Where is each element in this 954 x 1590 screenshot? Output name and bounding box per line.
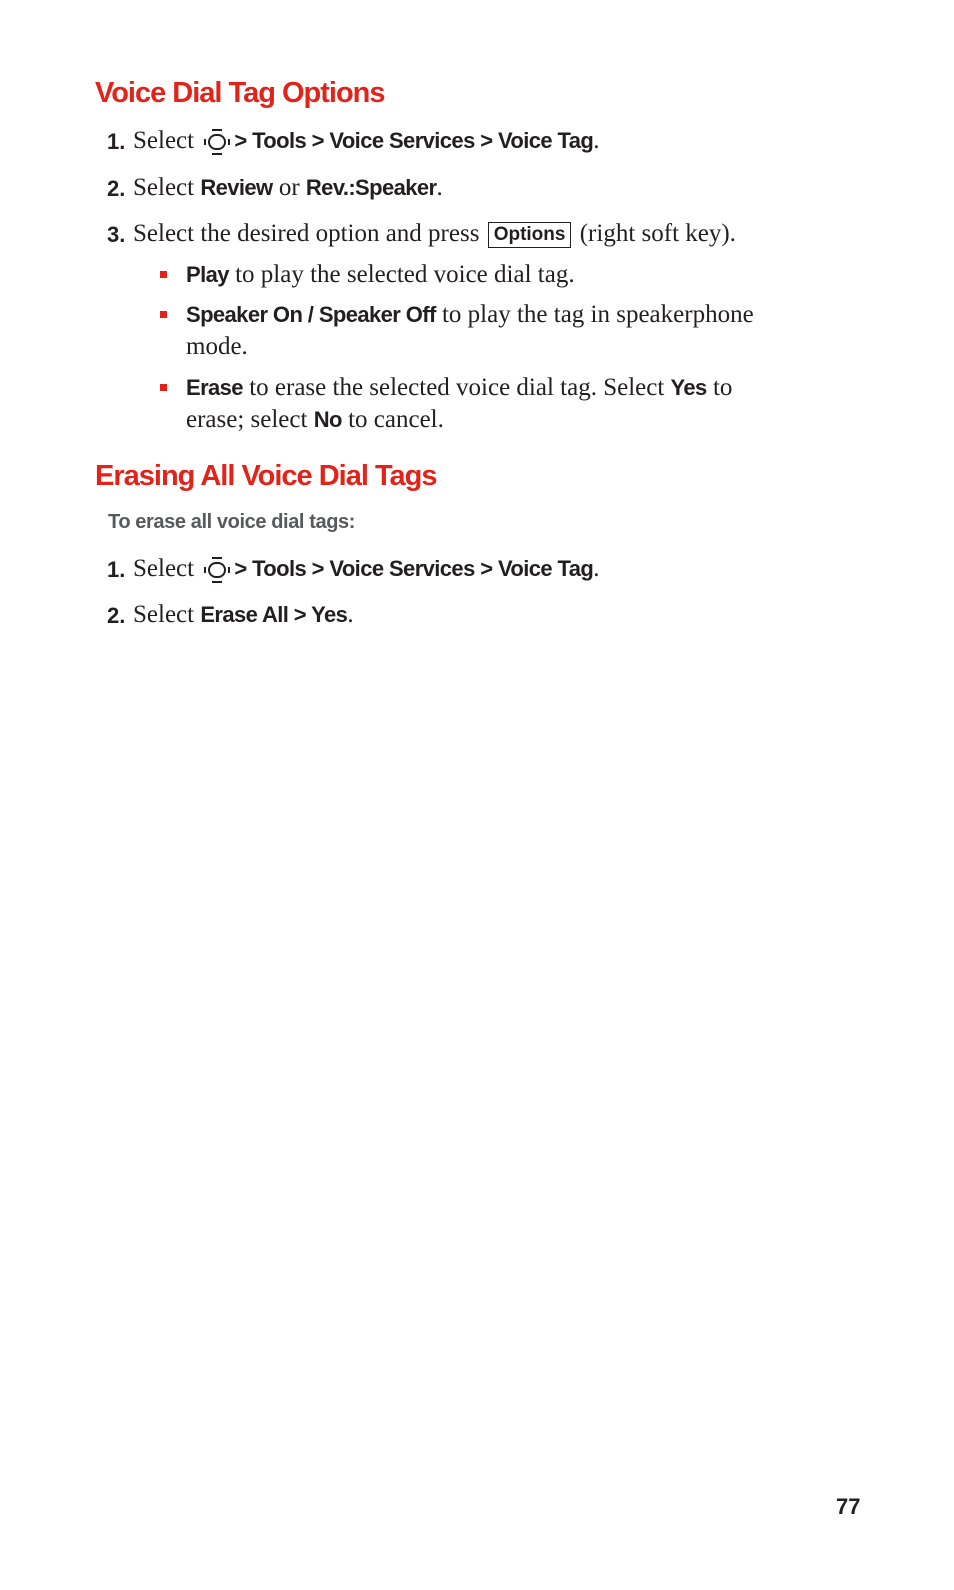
bullet-marker (160, 311, 167, 318)
bullet-description-end: to (712, 374, 733, 401)
step-text (133, 174, 443, 202)
bullet-description: to play the tag in speakerphone (441, 301, 754, 328)
step-text (133, 127, 599, 156)
step-number: 1. (107, 129, 126, 154)
bullet-description: to play the selected voice dial tag. (235, 261, 575, 288)
step-prefix: Select the desired option and press (133, 220, 480, 247)
bullet-term-yes: Yes (670, 375, 707, 400)
step-suffix: . (593, 127, 600, 154)
bullet-text-line2 (186, 406, 444, 434)
option-rev-speaker: Rev.:Speaker (305, 175, 437, 200)
section-heading-erasing-all-voice-dial-tags: Erasing All Voice Dial Tags (95, 460, 437, 492)
intro-text: To erase all voice dial tags: (108, 511, 356, 533)
menu-key-icon (202, 556, 232, 584)
step-text (133, 220, 736, 248)
bullet-term: Speaker On / Speaker Off (186, 302, 436, 327)
menu-path: > Tools > Voice Services > Voice Tag (234, 556, 594, 581)
bullet-term: Play (186, 262, 229, 287)
bullet-marker (160, 384, 167, 391)
bullet-term-no: No (313, 407, 342, 432)
section-heading-voice-dial-tag-options: Voice Dial Tag Options (95, 77, 385, 109)
menu-path: > Tools > Voice Services > Voice Tag (234, 128, 594, 153)
bullet-text (186, 261, 575, 289)
options-softkey-label: Options (488, 222, 572, 248)
step-suffix: . (347, 601, 354, 628)
bullet-term: Erase (186, 375, 243, 400)
bullet-marker (160, 271, 167, 278)
step-prefix: Select (133, 174, 195, 201)
step-prefix: Select (133, 127, 195, 154)
bullet-text (186, 374, 732, 402)
step-prefix: Select (133, 601, 195, 628)
bullet-description: erase; select (186, 406, 308, 433)
menu-key-icon (202, 128, 232, 156)
step-number: 2. (107, 603, 126, 628)
step-suffix: . (593, 555, 600, 582)
step-number: 3. (107, 222, 126, 247)
bullet-text (186, 301, 754, 329)
step-text (133, 555, 599, 584)
step-suffix: . (436, 174, 443, 201)
step-number: 1. (107, 557, 126, 582)
step-text (133, 601, 354, 629)
step-suffix: (right soft key). (579, 220, 736, 247)
step-number: 2. (107, 176, 126, 201)
bullet-description-continued: mode. (186, 333, 248, 360)
option-review: Review (200, 175, 273, 200)
bullet-description: to erase the selected voice dial tag. Select (249, 374, 665, 401)
step-conjunction: or (278, 174, 300, 201)
menu-path: Erase All > Yes (200, 602, 348, 627)
page-number: 77 (836, 1494, 861, 1519)
step-prefix: Select (133, 555, 195, 582)
bullet-description: to cancel. (348, 406, 444, 433)
